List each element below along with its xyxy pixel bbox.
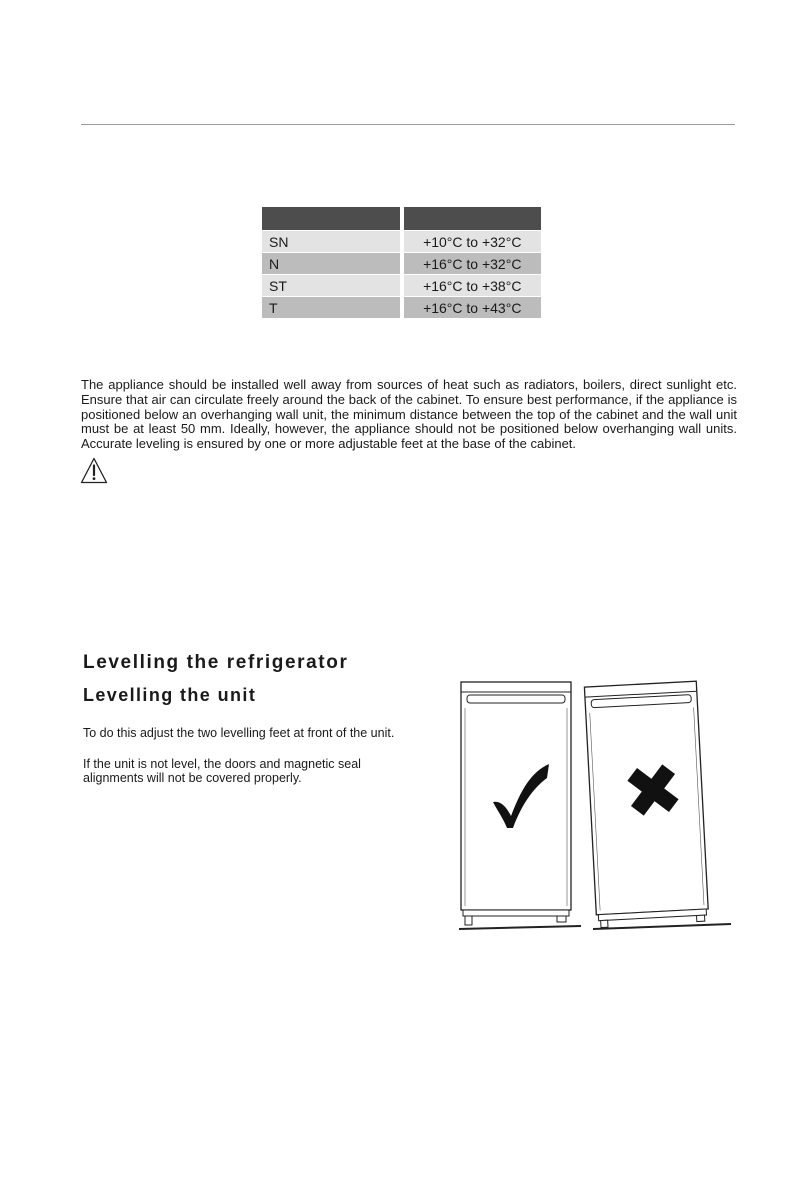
table-header-range <box>402 207 542 231</box>
climate-class-table <box>262 207 541 318</box>
table-header-row <box>262 207 541 231</box>
warning-triangle-icon <box>80 457 108 484</box>
installation-paragraph: The appliance should be installed well away from sources of heat such as radiators, boilers, direct sunlight etc. Ensure that air can circulate freely around the back of the cabinet. To ensure best performance, if the appliance is positioned below an overhanging wall unit, the minimum distance between the top of the cabinet and the wall unit must be at least 50 mm. Ideally, however, the appliance should not be positioned below overhanging wall units. Accurate leveling is ensured by one or more adjustable feet at the base of the cabinet. <box>81 377 737 452</box>
levelling-figure <box>455 678 745 934</box>
temperature-range-cell: +16°C to +43°C <box>402 297 542 319</box>
levelling-heading: Levelling the refrigerator <box>83 652 349 673</box>
levelling-instruction: To do this adjust the two levelling feet at front of the unit. <box>83 726 395 740</box>
temperature-range-cell: +10°C to +32°C <box>402 231 542 253</box>
climate-class-cell: SN <box>262 231 402 253</box>
table-row <box>262 275 541 297</box>
temperature-range-cell: +16°C to +32°C <box>402 253 542 275</box>
climate-class-cell: N <box>262 253 402 275</box>
table-row <box>262 253 541 275</box>
levelling-note: If the unit is not level, the doors and magnetic seal alignments will not be covered properly. <box>83 757 361 785</box>
table-row <box>262 231 541 253</box>
levelling-subheading: Levelling the unit <box>83 685 257 705</box>
table-row <box>262 297 541 319</box>
top-rule <box>81 124 735 125</box>
table-header-class <box>262 207 402 231</box>
temperature-range-cell: +16°C to +38°C <box>402 275 542 297</box>
climate-class-cell: ST <box>262 275 402 297</box>
climate-class-cell: T <box>262 297 402 319</box>
